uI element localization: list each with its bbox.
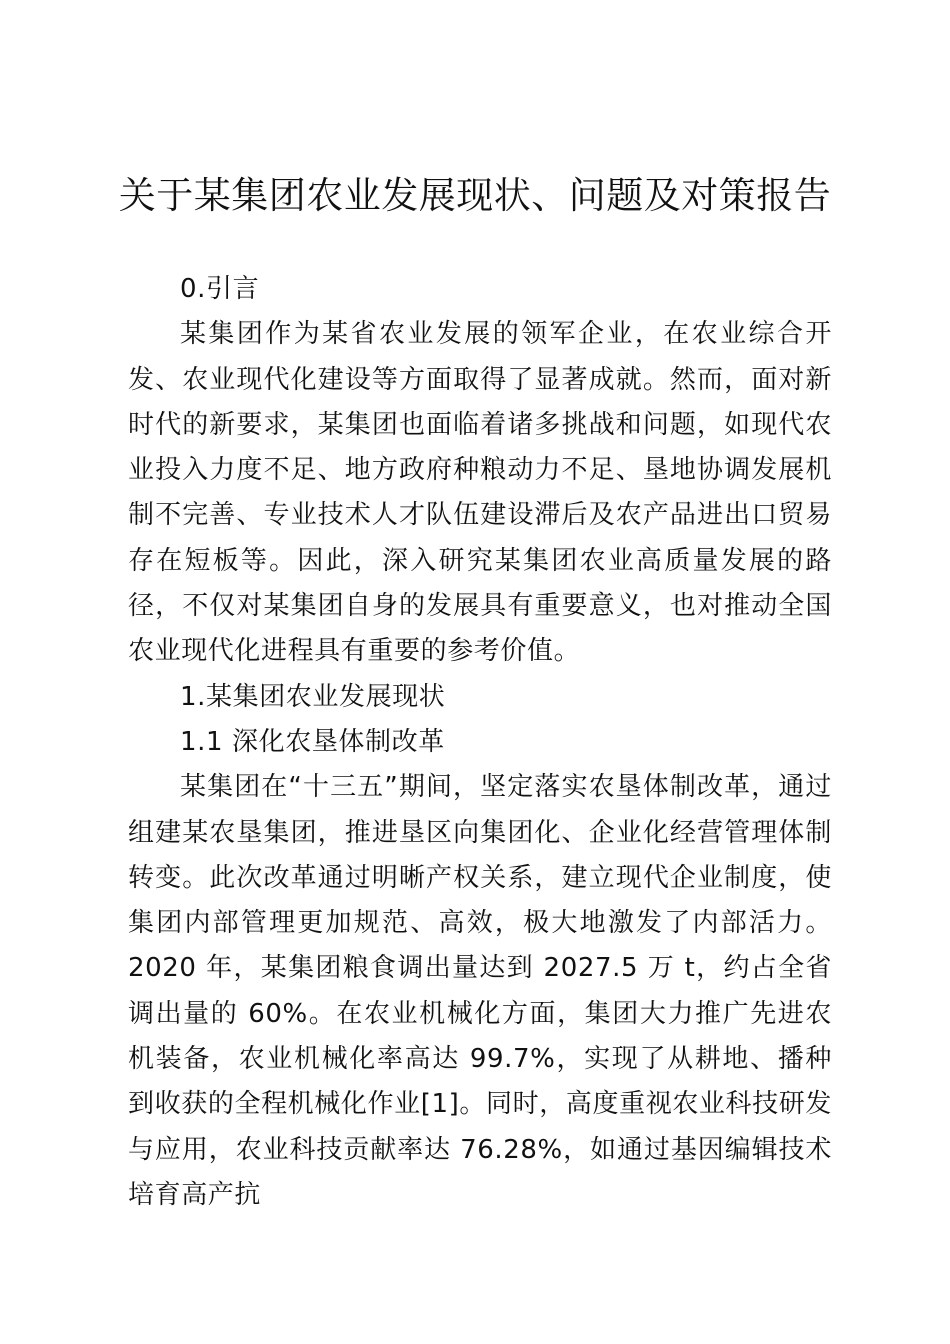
document-body	[128, 267, 832, 1218]
paragraph-reform: 某集团在“十三五”期间，坚定落实农垦体制改革，通过组建某农垦集团，推进垦区向集团化、企业化经营管理体制转变。此次改革通过明晰产权关系，建立现代企业制度，使集团内部管理更加规范、高效，极大地激发了内部活力。2020 年，某集团粮食调出量达到 2027.5 万 t，约占全省调出量的 60%。在农业机械化方面，集团大力推广先进农机装备，农业机械化率高达 99.7%，实现了从耕地、播种到收获的全程机械化作业[1]。同时，高度重视农业科技研发与应用，农业科技贡献率达 76.28%，如通过基因编辑技术培育高产抗	[128, 772, 832, 1210]
section-heading-intro: 0.引言	[180, 274, 260, 304]
document-title: 关于某集团农业发展现状、问题及对策报告	[118, 174, 832, 217]
paragraph-intro: 某集团作为某省农业发展的领军企业，在农业综合开发、农业现代化建设等方面取得了显著成就。然而，面对新时代的新要求，某集团也面临着诸多挑战和问题，如现代农业投入力度不足、地方政府种粮动力不足、垦地协调发展机制不完善、专业技术人才队伍建设滞后及农产品进出口贸易存在短板等。因此，深入研究某集团农业高质量发展的路径，不仅对某集团自身的发展具有重要意义，也对推动全国农业现代化进程具有重要的参考价值。	[128, 319, 832, 667]
section-heading-status: 1.某集团农业发展现状	[180, 681, 446, 712]
subsection-heading-reform: 1.1 深化农垦体制改革	[180, 726, 445, 757]
